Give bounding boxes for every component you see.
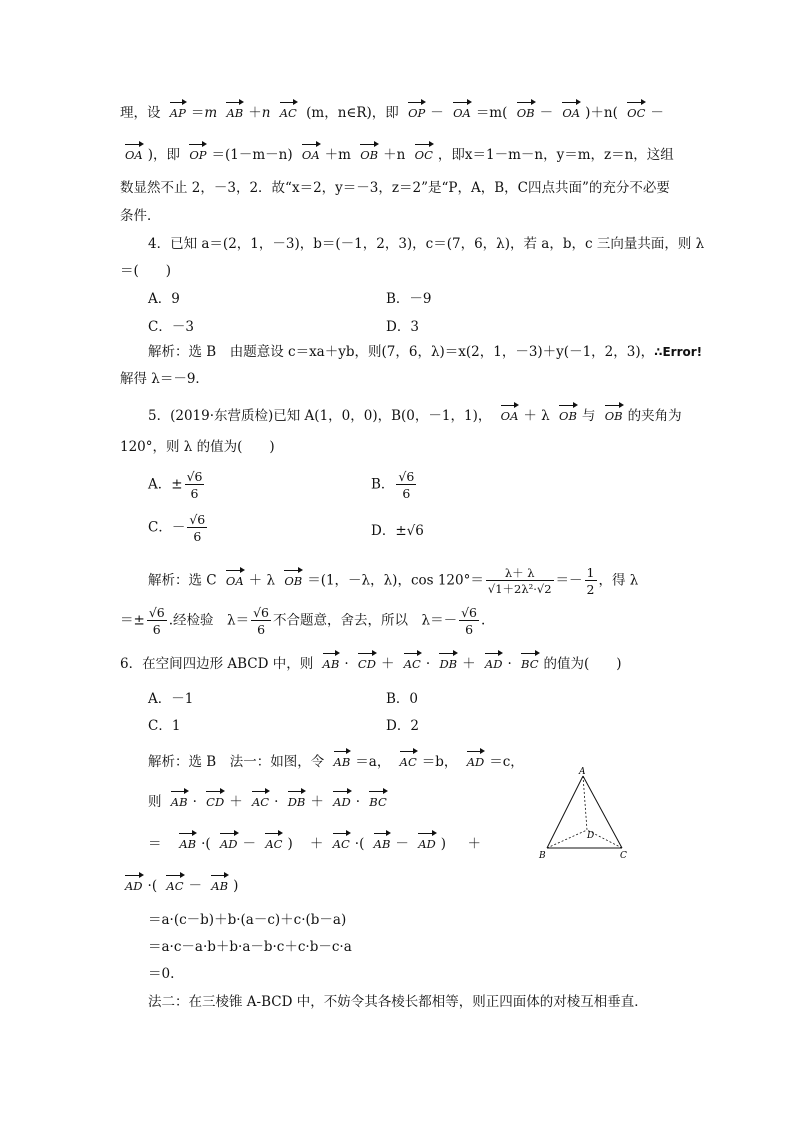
q5-choice-d: D．±√6 (371, 523, 424, 539)
text: 的值为( ) (543, 656, 622, 672)
q6-method-2: 法二：在三棱锥 A-BCD 中，不妨令其各棱长都相等，则正四面体的对棱互相垂直． (148, 994, 648, 1010)
q6-solution-7: ＝0. (148, 966, 175, 982)
text: ＝± (120, 612, 145, 629)
q4-stem: 4．已知 a＝(2，1，－3)，b＝(－1，2，3)，c＝(7，6，λ)，若 a，b，c 三向量共面，则 λ (148, 236, 705, 252)
q5-solution-2 (120, 606, 485, 636)
vector-ab: AB (226, 106, 244, 120)
q6-choice-c: C．1 (148, 718, 181, 734)
symbol: · (192, 794, 197, 810)
symbol: － (395, 836, 409, 852)
vector-oa: OA (225, 573, 244, 588)
text: ＋m (324, 147, 351, 163)
edge-ad (583, 776, 587, 830)
denominator: 6 (193, 529, 202, 545)
symbol: ＋ (310, 794, 324, 810)
numerator: √6 (253, 605, 270, 620)
text: 的夹角为 (627, 408, 682, 424)
q6-solution-1 (148, 756, 524, 770)
q6-choice-d: D．2 (386, 718, 419, 734)
symbol: ＋ (248, 105, 262, 121)
text: ＋ λ (523, 408, 550, 424)
q4-choice-d: D．3 (386, 319, 419, 335)
vector-ab: AB (170, 795, 188, 809)
text: ＋ λ (248, 572, 276, 589)
text: ，即x＝1－m－n，y＝m，z＝n，这组 (437, 147, 674, 163)
var-n: n (261, 105, 271, 121)
vector-ad: AD (333, 795, 351, 809)
text: . (481, 612, 486, 629)
vector-ad: AD (484, 657, 503, 671)
error-text: ∴Error! (654, 345, 703, 359)
q4-choice-b: B．－9 (386, 291, 432, 307)
vector-cd: CD (206, 795, 225, 809)
vector-oa: OA (125, 148, 143, 162)
symbol: · (507, 656, 512, 672)
symbol: · (425, 656, 431, 672)
edge-ab (547, 776, 583, 848)
text: ＝c， (489, 754, 524, 770)
var-m: m (204, 105, 218, 121)
text-line-1 (120, 107, 664, 121)
text: 则 (148, 794, 162, 810)
vertex-label-d: D (587, 831, 595, 841)
vector-ab: AB (322, 657, 340, 671)
symbol: · (355, 794, 360, 810)
text: C．－ (148, 519, 186, 536)
denominator: 6 (257, 622, 266, 638)
vector-oc: OC (414, 148, 433, 162)
text: ，得 λ (598, 572, 639, 589)
vector-ac: AC (279, 106, 297, 120)
tetrahedron-figure (536, 766, 636, 866)
symbol: ) (233, 878, 239, 894)
numerator: λ＋ λ (486, 567, 554, 581)
fraction (147, 606, 167, 636)
q6-solution-3 (148, 838, 481, 852)
numerator: √6 (461, 605, 477, 620)
text: 不合题意，舍去，所以 λ＝－ (273, 612, 458, 629)
q5-choice-c (148, 513, 209, 543)
vector-ob: OB (604, 409, 623, 423)
text: ＋n (383, 147, 406, 163)
q6-solution-6: ＝a·c－a·b＋b·a－b·c＋c·b－c·a (148, 939, 352, 955)
denominator: 6 (152, 622, 161, 638)
vector-db: DB (439, 657, 458, 671)
vector-ac: AC (265, 837, 283, 851)
text: ＝－ (555, 572, 583, 589)
text: )＋n( (585, 105, 618, 121)
symbol: － (539, 105, 554, 121)
denominator: √1＋2λ²·√2 (487, 582, 552, 597)
numerator: 1 (586, 565, 595, 580)
text: B． (371, 476, 395, 493)
text: (m，n∈R)，即 (306, 105, 399, 121)
vector-oc: OC (627, 106, 646, 120)
vector-ab: AB (333, 755, 351, 769)
vector-cd: CD (357, 657, 376, 671)
vertex-label-b: B (539, 851, 546, 861)
symbol: ＝ (148, 836, 162, 852)
q6-solution-2 (148, 796, 392, 810)
symbol: ＋ (229, 794, 243, 810)
vector-ad: AD (125, 879, 143, 893)
vector-ob: OB (516, 106, 535, 120)
vector-ob: OB (360, 148, 379, 162)
symbol: ·( (354, 836, 365, 852)
symbol: · (274, 794, 279, 810)
text: 解析：选 C (148, 572, 217, 589)
denominator: 6 (402, 486, 411, 502)
symbol: ·( (201, 836, 211, 852)
text: ＝m( (475, 105, 508, 121)
text: A．± (148, 476, 183, 493)
vector-ad: AD (220, 837, 238, 851)
vector-oa: OA (562, 106, 581, 120)
fraction (486, 567, 554, 595)
vector-oa: OA (301, 148, 320, 162)
text: )，即 (147, 147, 181, 163)
vertex-label-a: A (579, 767, 586, 777)
vector-ap: AP (169, 106, 186, 120)
denominator: 6 (190, 486, 199, 502)
text-line-2 (120, 149, 674, 163)
text: 与 (581, 408, 596, 424)
text: 理，设 (120, 105, 161, 121)
symbol: ＋ (467, 836, 481, 852)
edge-bd (547, 830, 587, 848)
symbol: － (430, 105, 444, 121)
fraction (251, 606, 271, 636)
vector-ac: AC (166, 879, 184, 893)
q4-solution-2: 解得 λ＝－9． (120, 371, 209, 387)
text: 解析：选 B 由题意设 c＝xa＋yb，则(7，6，λ)＝x(2，1，－3)＋y(－1，2，3)， (148, 344, 655, 360)
text: 解析：选 B 法一：如图，令 (148, 754, 325, 770)
symbol: ) (287, 836, 293, 852)
symbol: ) (440, 836, 447, 852)
vertex-label-c: C (620, 851, 627, 861)
symbol: · (344, 656, 349, 672)
symbol: ＋ (380, 656, 395, 672)
vector-ob: OB (284, 573, 303, 588)
text-line-4: 条件． (120, 208, 161, 224)
vector-ab: AB (211, 879, 229, 893)
fraction (396, 470, 416, 500)
vector-ac: AC (403, 657, 421, 671)
vector-db: DB (287, 795, 306, 809)
fraction (185, 470, 205, 500)
vector-ab: AB (179, 837, 197, 851)
vector-ac: AC (399, 755, 417, 769)
q4-choice-a: A．9 (148, 291, 180, 307)
q6-stem (120, 658, 622, 672)
denominator: 2 (586, 582, 595, 598)
q6-choice-b: B．0 (386, 691, 419, 707)
text-line-3: 数显然不止 2，－3，2．故“x＝2，y＝－3，z＝2”是“P，A，B，C四点共面”的充分不必要 (120, 180, 670, 196)
q5-solution (148, 566, 638, 596)
text: ＝(1，－λ，λ)，cos 120°＝ (307, 572, 484, 589)
vector-op: OP (189, 148, 207, 162)
q5-stem-2: 120°，则 λ 的值为( ) (120, 439, 275, 455)
fraction (187, 513, 207, 543)
text: 5．(2019·东营质检)已知 A(1，0，0)，B(0，－1，1)， (148, 408, 492, 424)
text: ＝(1－m－n) (211, 147, 293, 163)
vector-oa: OA (453, 106, 471, 120)
vector-bc: BC (369, 795, 387, 809)
numerator: √6 (189, 512, 206, 527)
q4-solution (148, 346, 702, 360)
symbol: － (650, 105, 664, 121)
vector-oa: OA (500, 409, 519, 423)
denominator: 6 (465, 622, 474, 638)
q4-stem-end: ＝( ) (120, 263, 172, 279)
symbol: ＋ (462, 656, 476, 672)
q6-solution-5: ＝a·(c－b)＋b·(a－c)＋c·(b－a) (148, 912, 347, 928)
symbol: ＋ (309, 836, 324, 852)
q5-choice-b (371, 470, 418, 500)
symbol: ＝ (190, 105, 205, 121)
vector-ad: AD (418, 837, 436, 851)
q6-solution-4 (120, 880, 238, 894)
vector-bc: BC (521, 657, 539, 671)
symbol: － (188, 878, 202, 894)
q5-stem (148, 410, 682, 424)
vector-ob: OB (559, 409, 577, 423)
text: .经检验 λ＝ (168, 612, 250, 629)
vector-ab: AB (373, 837, 391, 851)
numerator: √6 (398, 469, 415, 484)
vector-ac: AC (332, 837, 350, 851)
numerator: √6 (148, 605, 165, 620)
q5-choice-a (148, 470, 206, 500)
numerator: √6 (186, 469, 203, 484)
symbol: － (242, 836, 257, 852)
vector-ad: AD (466, 755, 485, 769)
symbol: ·( (147, 878, 158, 894)
fraction (585, 566, 597, 596)
vector-op: OP (408, 106, 426, 120)
text: ＝a， (355, 754, 391, 770)
vector-ac: AC (251, 795, 270, 809)
text: 6．在空间四边形 ABCD 中，则 (120, 656, 314, 672)
text: ＝b， (421, 754, 458, 770)
q6-choice-a: A．－1 (148, 691, 194, 707)
q4-choice-c: C．－3 (148, 319, 194, 335)
fraction (459, 606, 479, 636)
